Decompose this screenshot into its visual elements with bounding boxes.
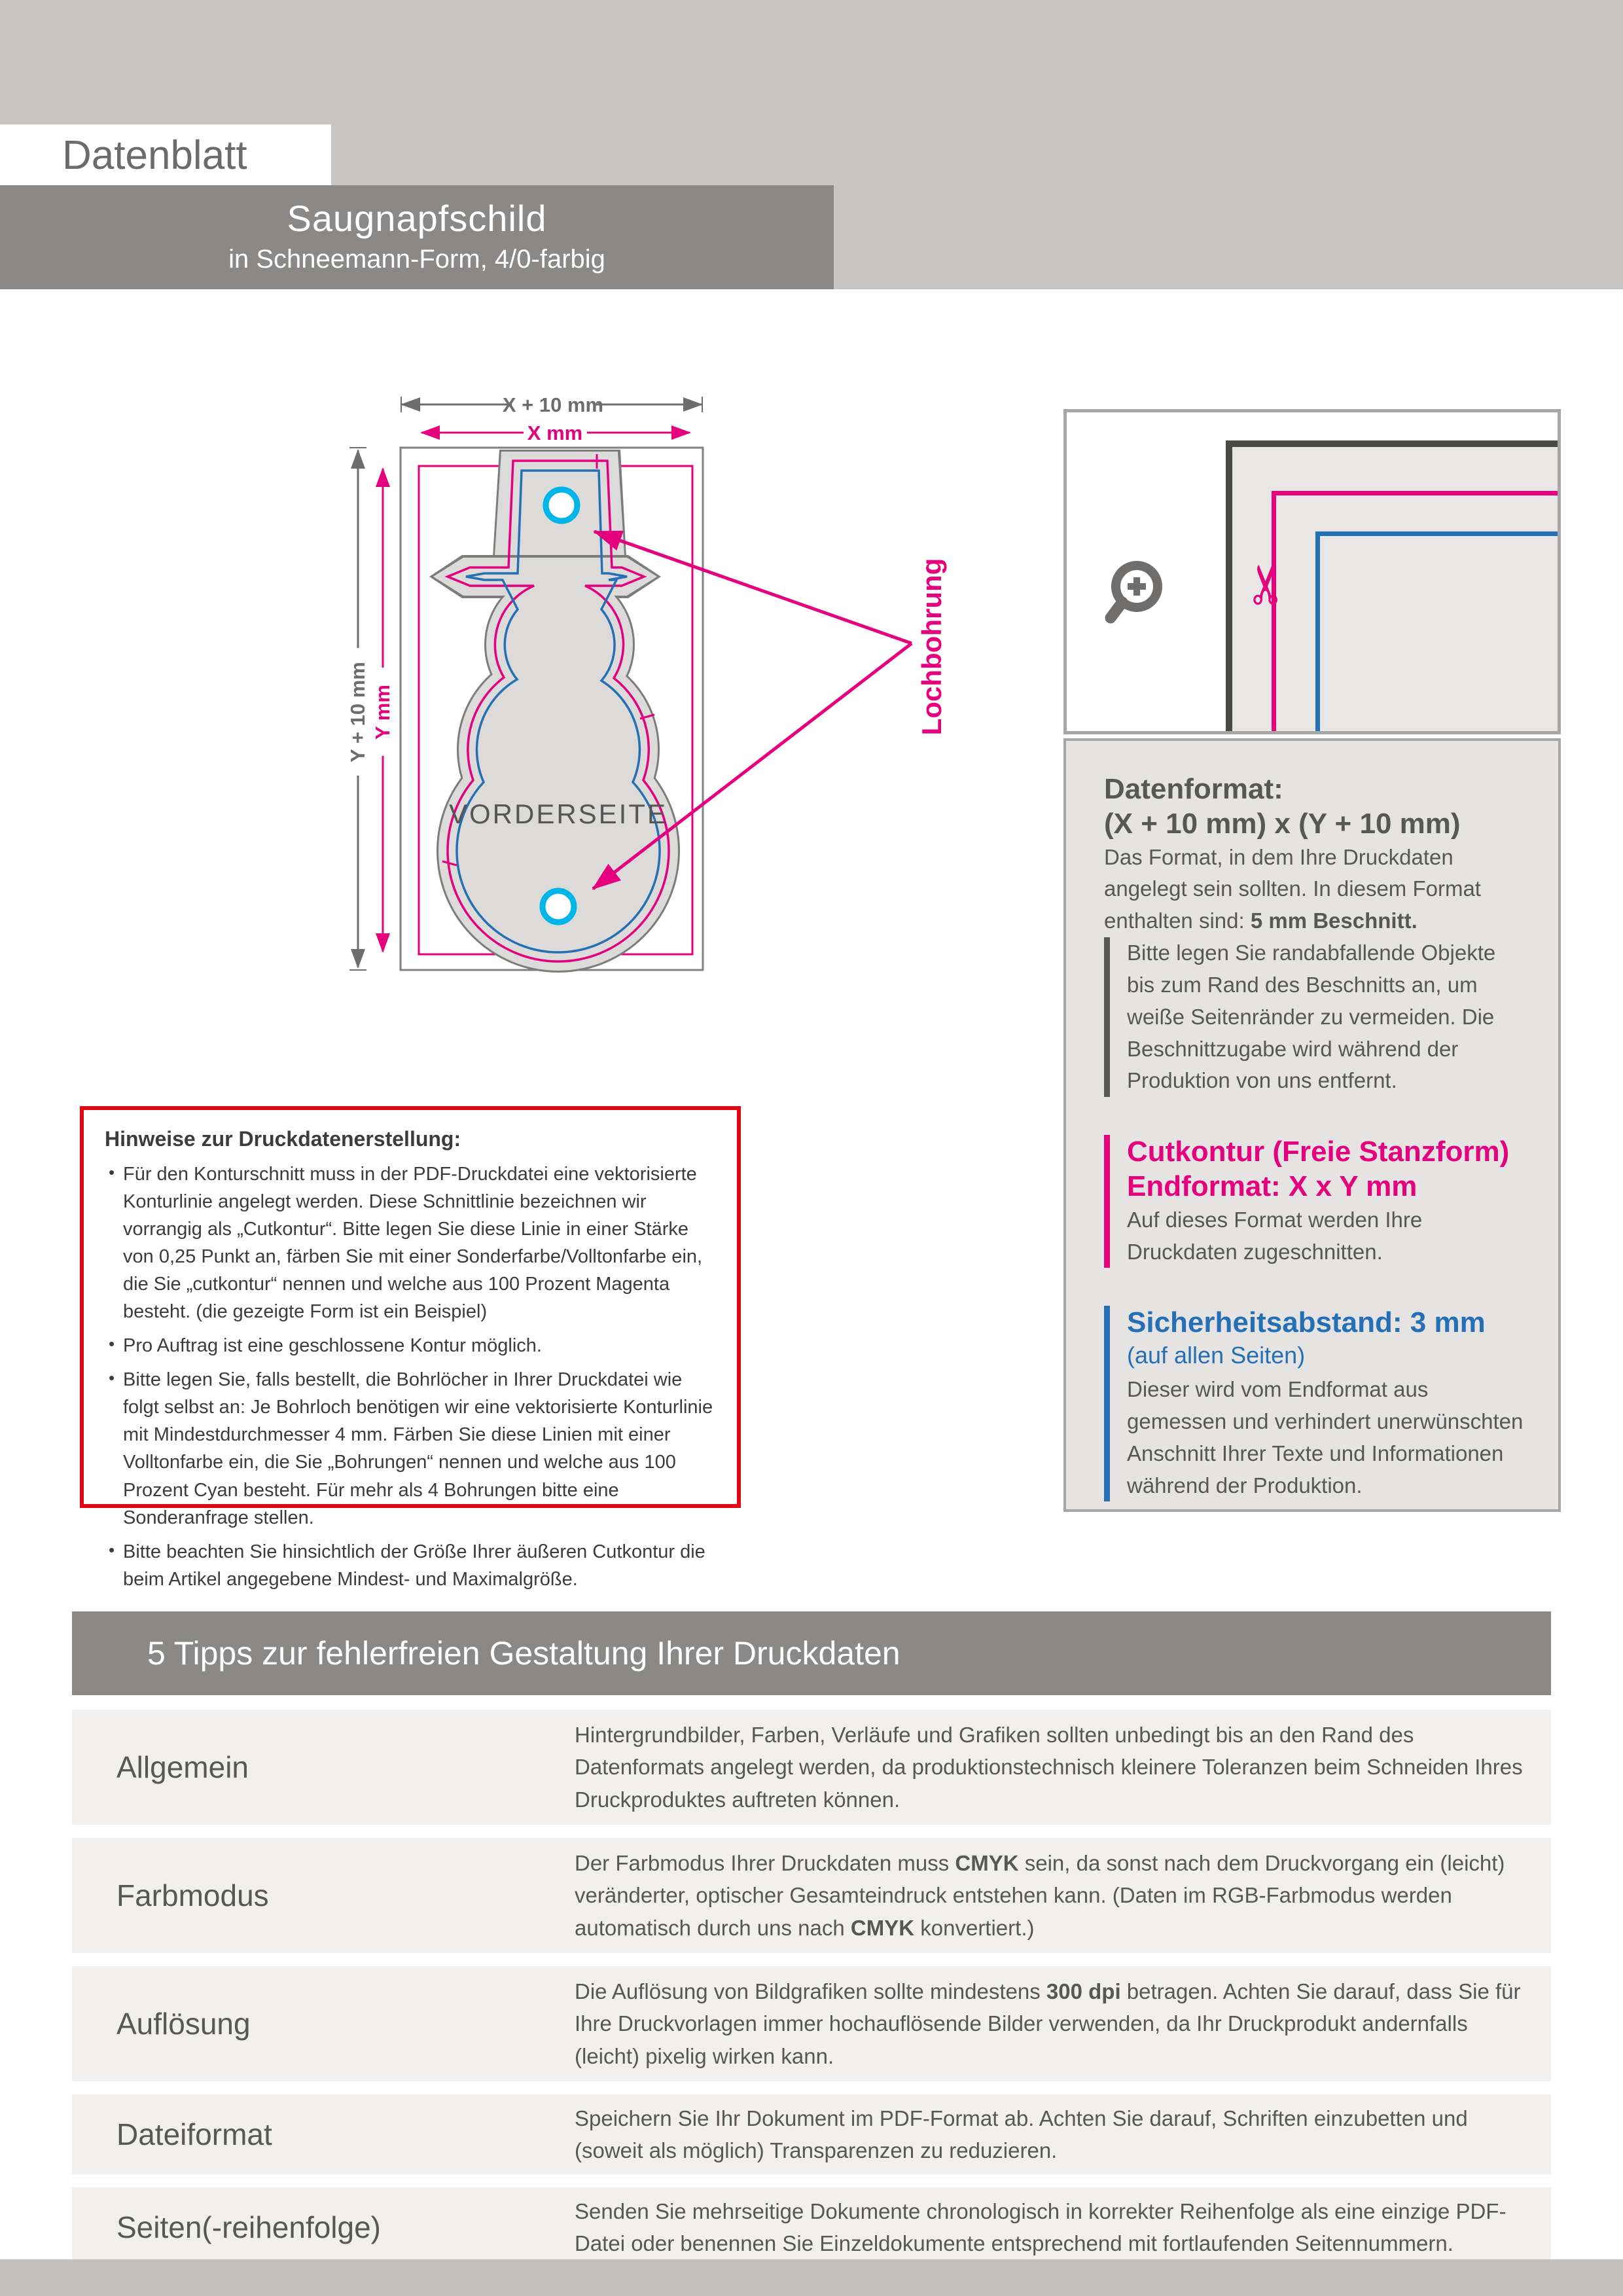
scissors-icon: ✂ [1237, 562, 1297, 607]
footer-band [0, 2259, 1623, 2296]
notes-heading: Hinweise zur Druckdatenerstellung: [105, 1127, 461, 1151]
safety-heading: Sicherheitsabstand: 3 mm [1127, 1306, 1486, 1339]
tips-heading: 5 Tipps zur fehlerfreien Gestaltung Ihrer Druckdaten [147, 1635, 901, 1672]
front-side-label: VORDERSEITE [448, 798, 668, 829]
detail-safety-line [1315, 531, 1558, 731]
dim-outer-height-label: Y + 10 mm [346, 662, 369, 762]
tips-row-text: Die Auflösung von Bildgrafiken sollte mindestens 300 dpi betragen. Achten Sie darauf, dass Sie für Ihre Druckvorlagen immer hochauflösende Bilder verwenden, da Ihr Druckprodukt andernfalls (leicht) pixelig wirken kann. [575, 1979, 1521, 2068]
product-title: Saugnapfschild [287, 198, 547, 239]
corner-detail-box [1063, 409, 1561, 734]
dim-outer-width-label: X + 10 mm [502, 393, 604, 416]
cutkontur-heading-2: Endformat: X x Y mm [1127, 1170, 1418, 1203]
dim-inner-width-label: X mm [527, 422, 583, 444]
tips-row-label: Dateiformat [116, 2117, 272, 2151]
notes-bullet: • Pro Auftrag ist eine geschlossene Kontur möglich. [118, 1332, 717, 1359]
cutkontur-heading-1: Cutkontur (Freie Stanzform) [1127, 1136, 1510, 1168]
tips-row [72, 1966, 1551, 2081]
tips-row-label: Seiten(-reihenfolge) [116, 2210, 382, 2244]
tips-row-text: Der Farbmodus Ihrer Druckdaten muss CMYK sein, da sonst nach dem Druckvorgang ein (leicht) veränderter, optischer Gesamteindruck entstehen kann. (Daten im RGB-Farbmodus werden automatisch durch uns nach CMYK konvertiert.) [575, 1850, 1505, 1940]
safety-subheading: (auf allen Seiten) [1127, 1342, 1306, 1369]
notes-bullet: • Für den Konturschnitt muss in der PDF-Druckdatei eine vektorisierte Konturlinie angelegt werden. Diese Schnittlinie bezeichnen wir vorrangig als „Cutkontur“. Bitte legen Sie diese Linie in einer Stärke von 0,25 Punkt an, färben Sie mit einer Sonderfarbe/Volltonfarbe ein, die Sie „cutkontur“ nennen und welche aus 100 Prozent Magenta besteht. (die gezeigte Form ist ein Beispiel) [118, 1160, 717, 1325]
magnifier-icon [1103, 556, 1181, 635]
tips-row-label: Allgemein [116, 1750, 249, 1784]
format-info-panel [1063, 738, 1561, 1512]
tips-row [72, 1710, 1551, 1825]
tips-row-text: Senden Sie mehrseitige Dokumente chronologisch in korrekter Reihenfolge als eine einzige PDF-Datei oder benennen Sie Einzeldokumente entsprechend mit fortlaufenden Seitennummern. [575, 2198, 1507, 2255]
notes-bullet: • Bitte beachten Sie hinsichtlich der Größe Ihrer äußeren Cutkontur die beim Artikel angegebene Mindest- und Maximalgröße. [118, 1538, 717, 1593]
safety-body: Dieser wird vom Endformat aus gemessen und verhindert unerwünschten Anschnitt Ihrer Texte und Informationen während der Produktion. [1127, 1377, 1524, 1498]
tips-row-text: Speichern Sie Ihr Dokument im PDF-Format ab. Achten Sie darauf, Schriften einzubetten und (soweit als möglich) Transparenzen zu reduzieren. [575, 2106, 1468, 2162]
tips-banner [72, 1611, 1551, 1695]
cutkontur-body: Auf dieses Format werden Ihre Druckdaten zugeschnitten. [1127, 1207, 1423, 1264]
bleed-note: Bitte legen Sie randabfallende Objekte bis zum Rand des Beschnitts an, um weiße Seitenränder zu vermeiden. Die Beschnittzugabe wird während der Produktion von uns entfernt. [1104, 937, 1528, 1097]
tips-row [72, 1838, 1551, 1953]
snowman-diagram [0, 367, 1034, 1028]
tips-row-label: Auflösung [116, 2007, 251, 2041]
safety-section [1104, 1306, 1528, 1501]
print-data-notes-box [80, 1106, 741, 1590]
doc-type-label: Datenblatt [62, 133, 247, 178]
hole-label: Lochbohrung [916, 558, 947, 736]
tips-row [72, 2187, 1551, 2267]
tips-row-text: Hintergrundbilder, Farben, Verläufe und Grafiken sollten unbedingt bis an den Rand des Datenformats angelegt werden, da produktionstechnisch kleinere Toleranzen beim Schneiden Ihres Druckproduktes auftreten können. [575, 1722, 1523, 1812]
datenformat-heading: Datenformat: [1104, 773, 1283, 805]
doc-type-label-box [0, 124, 331, 185]
dim-inner-height-label: Y mm [371, 685, 394, 740]
product-banner [0, 185, 834, 289]
datenformat-format: (X + 10 mm) x (Y + 10 mm) [1104, 807, 1461, 840]
drill-hole-bottom [543, 891, 574, 922]
datenformat-body: Das Format, in dem Ihre Druckdaten angelegt sein sollten. In diesem Format enthalten sind: 5 mm Beschnitt. [1104, 844, 1481, 933]
datenformat-section [1104, 772, 1528, 937]
drill-hole-top [546, 490, 577, 521]
product-subtitle: in Schneemann-Form, 4/0-farbig [228, 245, 605, 274]
notes-list [105, 1160, 717, 1593]
cutkontur-section [1104, 1135, 1528, 1268]
tips-row [72, 2094, 1551, 2174]
tips-row-label: Farbmodus [116, 1878, 269, 1912]
notes-bullet: • Bitte legen Sie, falls bestellt, die Bohrlöcher in Ihrer Druckdatei wie folgt selbst an: Je Bohrloch benötigen wir eine vektorisierte Konturlinie mit Mindestdurchmesser 4 mm. Färben Sie diese Linien mit einer Volltonfarbe ein, die Sie „Bohrungen“ nennen und welche aus 100 Prozent Cyan besteht. Für mehr als 4 Bohrungen bitte eine Sonderanfrage stellen. [118, 1366, 717, 1531]
